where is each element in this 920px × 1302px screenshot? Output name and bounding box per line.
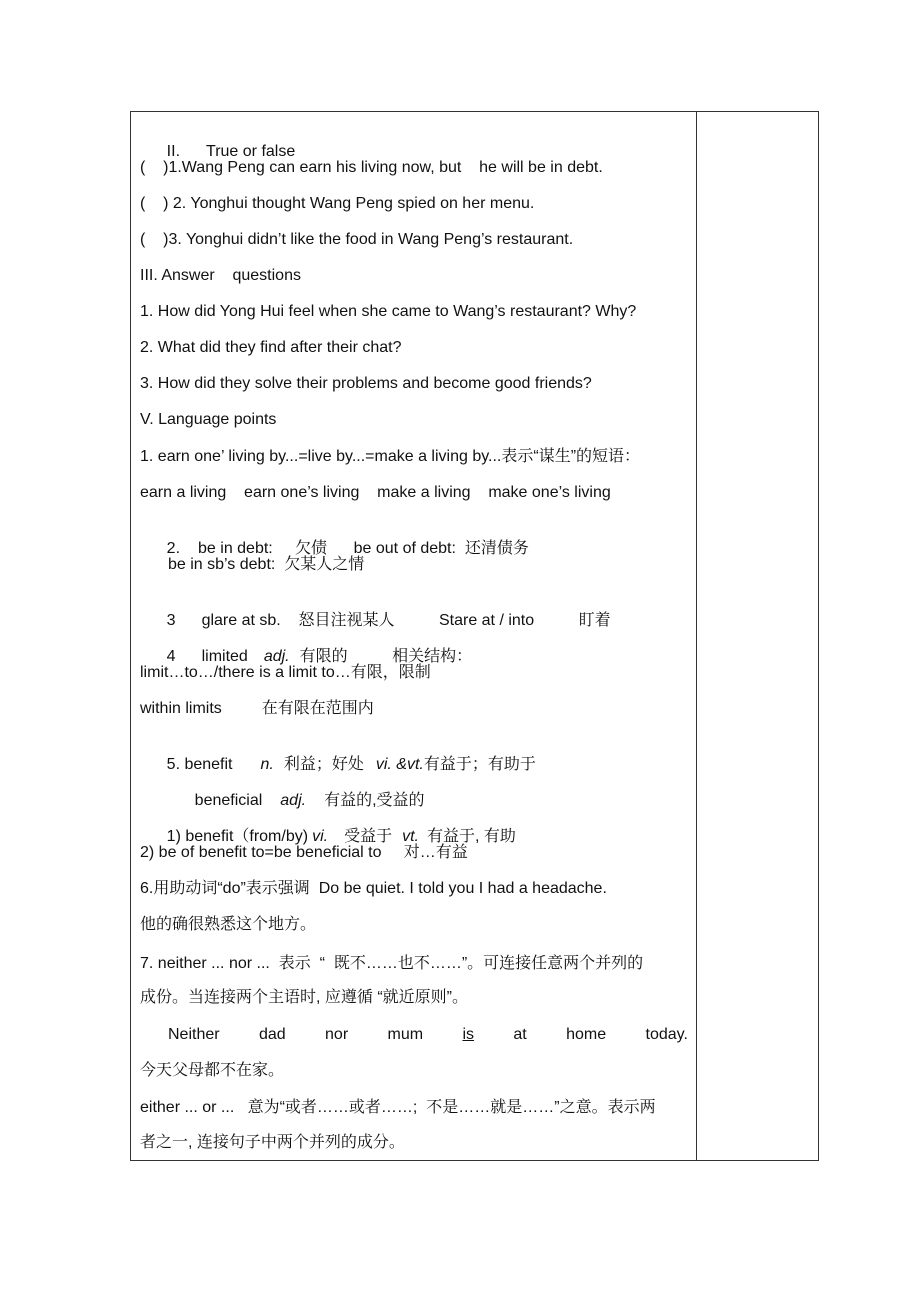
point-5-meaning-v: 有益于；有助于 xyxy=(423,756,536,773)
point-5-pos-n: n. xyxy=(260,756,274,773)
example-word-underlined: is xyxy=(462,1026,475,1043)
point-6-line-1: 6.用助动词“do”表示强调 Do be quiet. I told you I had a headache. xyxy=(140,880,607,897)
point-4-word: limited xyxy=(201,648,248,665)
point-5-sub-1-vt: vt. xyxy=(402,828,419,845)
point-3-number: 3 xyxy=(166,612,176,629)
question-1: 1. How did Yong Hui feel when she came to Wang’s restaurant? Why? xyxy=(140,303,637,320)
point-7-line-2: 成份。当连接两个主语时, 应遵循 “就近原则”。 xyxy=(140,989,468,1006)
point-2-number: 2. xyxy=(166,540,181,557)
section-2-number: II. xyxy=(166,143,181,160)
point-5-word-2: beneficial xyxy=(194,792,263,809)
point-4-number: 4 xyxy=(166,648,176,665)
example-word: mum xyxy=(387,1026,424,1043)
point-1-line-2: earn a living earn one’s living make a living make one’s living xyxy=(140,484,611,501)
example-word: Neither xyxy=(168,1026,220,1043)
point-5-pos-adj: adj. xyxy=(280,792,307,809)
section-2-title: True or false xyxy=(206,143,296,160)
tf-item-1: ( )1.Wang Peng can earn his living now, but he will be in debt. xyxy=(140,159,603,176)
point-7-line-1: 7. neither ... nor ... 表示 “ 既不……也不……”。可连接任意两个并列的 xyxy=(140,955,644,972)
point-5-meaning-n: 利益；好处 xyxy=(283,756,364,773)
point-5-word: 5. benefit xyxy=(166,756,233,773)
point-8-line-2: 者之一, 连接句子中两个并列的成分。 xyxy=(140,1134,405,1151)
example-word: at xyxy=(513,1026,527,1043)
example-word: home xyxy=(566,1026,607,1043)
point-6-line-2: 他的确很熟悉这个地方。 xyxy=(140,916,317,933)
lesson-table xyxy=(130,111,819,1161)
point-2-line-2: be in sb’s debt: 欠某人之情 xyxy=(168,556,365,573)
point-5-sub-1-a: 1) benefit（from/by) xyxy=(166,828,309,845)
point-4-line-3: within limits 在有限在范围内 xyxy=(140,700,374,717)
example-word: dad xyxy=(258,1026,286,1043)
point-4-meaning: 有限的 相关结构： xyxy=(299,648,473,665)
point-5-sub-1-c: 有益于, 有助 xyxy=(426,828,516,845)
point-1-line-1: 1. earn one’ living by...=live by...=make a living by...表示“谋生”的短语： xyxy=(140,448,641,465)
example-word: nor xyxy=(325,1026,349,1043)
point-4-pos: adj. xyxy=(263,648,290,665)
tf-item-3: ( )3. Yonghui didn’t like the food in Wang Peng’s restaurant. xyxy=(140,231,574,248)
column-divider xyxy=(696,112,697,1160)
question-2: 2. What did they find after their chat? xyxy=(140,339,402,356)
section-5-heading: V. Language points xyxy=(140,411,277,428)
example-word: today. xyxy=(645,1026,688,1043)
point-7-line-4: 今天父母都不在家。 xyxy=(140,1062,285,1079)
point-5-sub-1-b: 受益于 xyxy=(344,828,393,845)
point-3-text: glare at sb. 怒目注视某人 Stare at / into 盯着 xyxy=(201,612,611,629)
section-3-heading: III. Answer questions xyxy=(140,267,301,284)
point-2-text: be in debt: 欠债 be out of debt: 还清债务 xyxy=(198,540,529,557)
point-8-line-1: either ... or ... 意为“或者……或者……; 不是……就是……”之意。表示两 xyxy=(140,1099,656,1116)
point-4-line-2: limit…to…/there is a limit to…有限，限制 xyxy=(140,664,431,681)
tf-item-2: ( ) 2. Yonghui thought Wang Peng spied on her menu. xyxy=(140,195,535,212)
point-5-sub-2: 2) be of benefit to=be beneficial to 对…有益 xyxy=(140,844,468,861)
point-5-meaning-adj: 有益的,受益的 xyxy=(324,792,425,809)
question-3: 3. How did they solve their problems and become good friends? xyxy=(140,375,592,392)
point-7-example xyxy=(140,1025,688,1045)
point-5-pos-v: vi. &vt. xyxy=(375,756,424,773)
point-5-sub-1-vi: vi. xyxy=(312,828,329,845)
